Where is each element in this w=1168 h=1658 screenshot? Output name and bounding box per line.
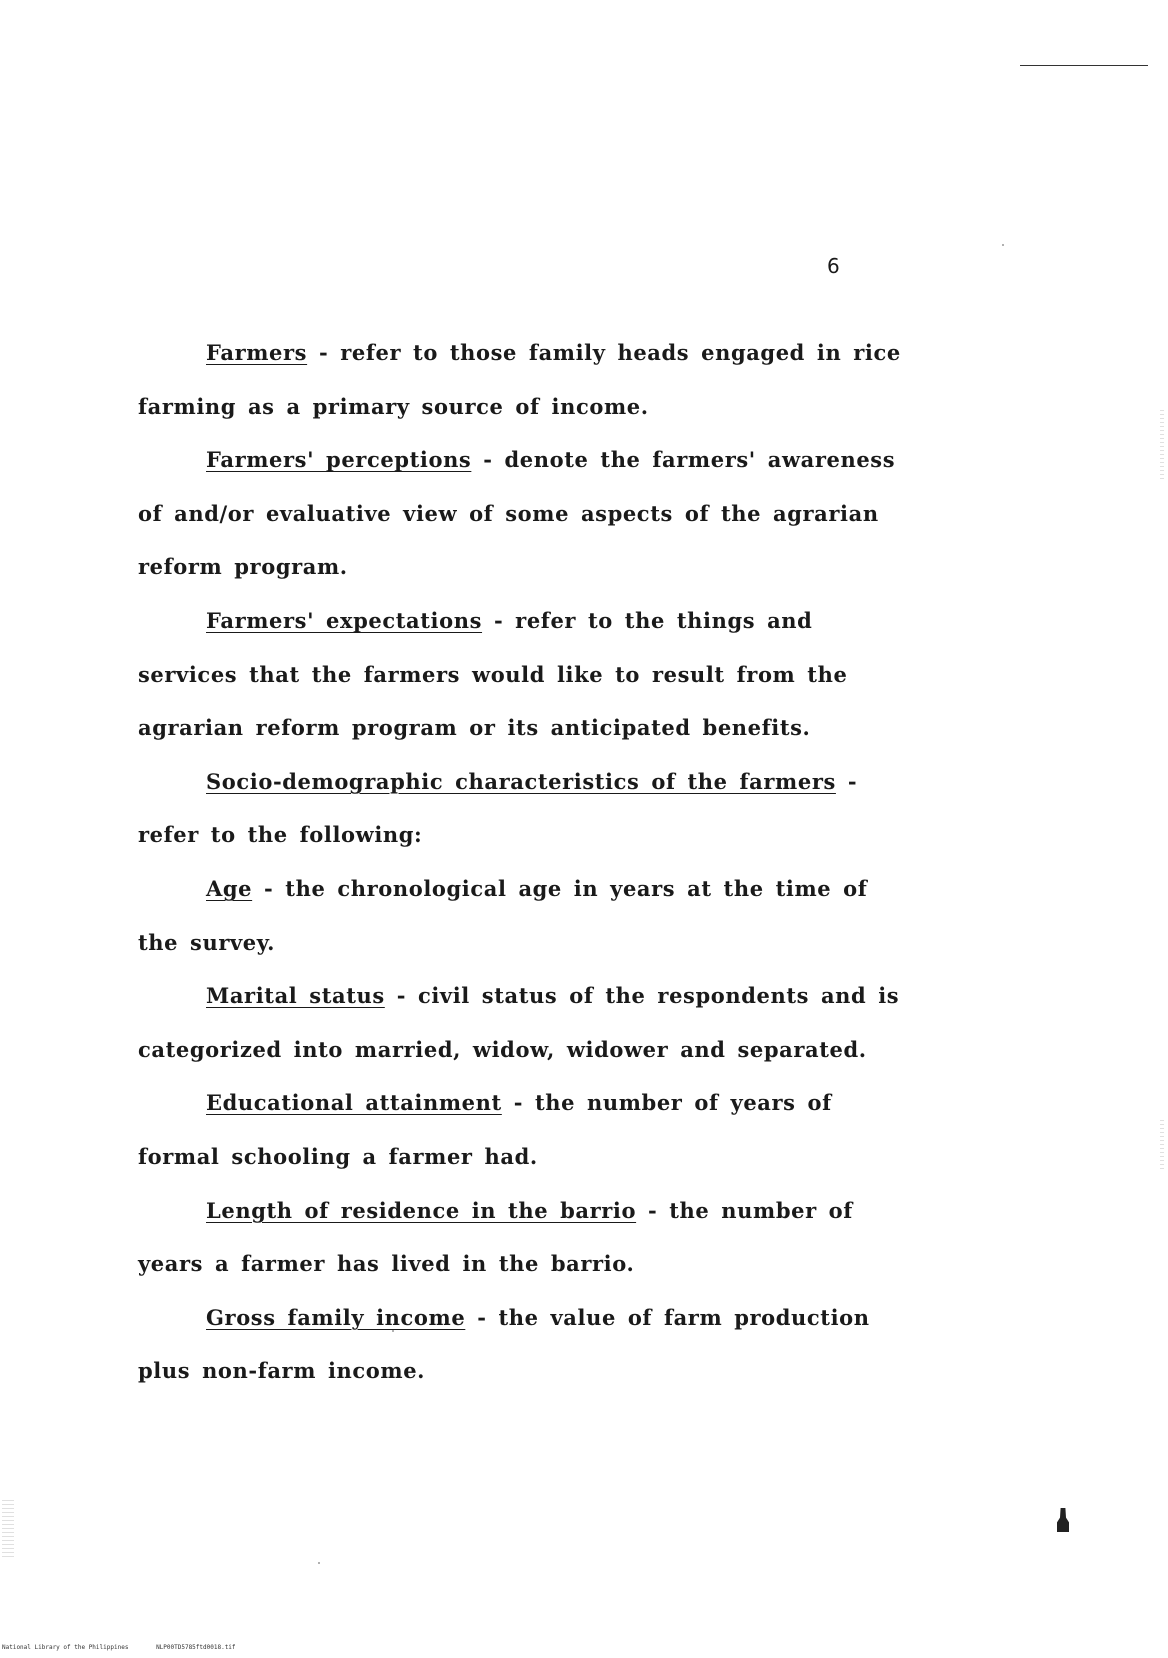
scan-grain bbox=[2, 1500, 14, 1560]
definition-text: - the number of years of formal schooling a farmer had. bbox=[138, 1090, 832, 1169]
scan-speck bbox=[392, 1330, 394, 1332]
scan-grain bbox=[1160, 410, 1164, 480]
definitions-body bbox=[138, 326, 918, 1398]
scan-speck bbox=[1002, 244, 1004, 246]
definition-term: Farmers' expectations bbox=[206, 607, 483, 633]
scan-mark bbox=[1057, 1508, 1069, 1532]
top-rule bbox=[1020, 65, 1148, 66]
definition-term: Gross family income bbox=[206, 1304, 466, 1330]
definition-text: - refer to those family heads engaged in rice farming as a primary source of income. bbox=[138, 340, 901, 419]
definition-entry bbox=[138, 862, 918, 969]
definition-term: Farmers' perceptions bbox=[206, 447, 472, 473]
page-number: 6 bbox=[827, 254, 840, 278]
footer-library: National Library of the Philippines bbox=[2, 1644, 129, 1651]
definition-entry bbox=[138, 1291, 918, 1398]
definition-entry bbox=[138, 594, 918, 755]
definition-text: - refer to the things and services that the farmers would like to result from the agrarian reform program or its anticipated benefits. bbox=[138, 607, 848, 741]
definition-entry bbox=[138, 433, 918, 594]
definition-text: - refer to the following: bbox=[138, 768, 858, 848]
definition-entry bbox=[138, 326, 918, 433]
definition-term: Age bbox=[206, 875, 253, 901]
scan-grain bbox=[1160, 1120, 1164, 1170]
definition-text: - civil status of the respondents and is categorized into married, widow, widower and separated. bbox=[138, 983, 900, 1062]
definition-text: - denote the farmers' awareness of and/or evaluative view of some aspects of the agrarian reform program. bbox=[138, 447, 896, 580]
definition-text: - the chronological age in years at the time of the survey. bbox=[138, 875, 868, 955]
definition-entry bbox=[138, 1076, 918, 1183]
definition-term: Farmers bbox=[206, 340, 308, 365]
definition-text: - the number of years a farmer has lived in the barrio. bbox=[138, 1197, 853, 1277]
definition-entry bbox=[138, 1184, 918, 1291]
definition-text: - the value of farm production plus non-farm income. bbox=[138, 1304, 870, 1384]
definition-term: Length of residence in the barrio bbox=[206, 1197, 637, 1223]
definition-term: Socio-demographic characteristics of the farmers bbox=[206, 768, 836, 794]
definition-term: Educational attainment bbox=[206, 1090, 502, 1116]
scan-speck bbox=[318, 1562, 320, 1564]
definition-entry bbox=[138, 755, 918, 862]
definition-term: Marital status bbox=[206, 983, 385, 1009]
footer-file: NLP00TD5785ftd0018.tif bbox=[156, 1644, 236, 1651]
footer bbox=[2, 1644, 260, 1651]
definition-entry bbox=[138, 969, 918, 1076]
